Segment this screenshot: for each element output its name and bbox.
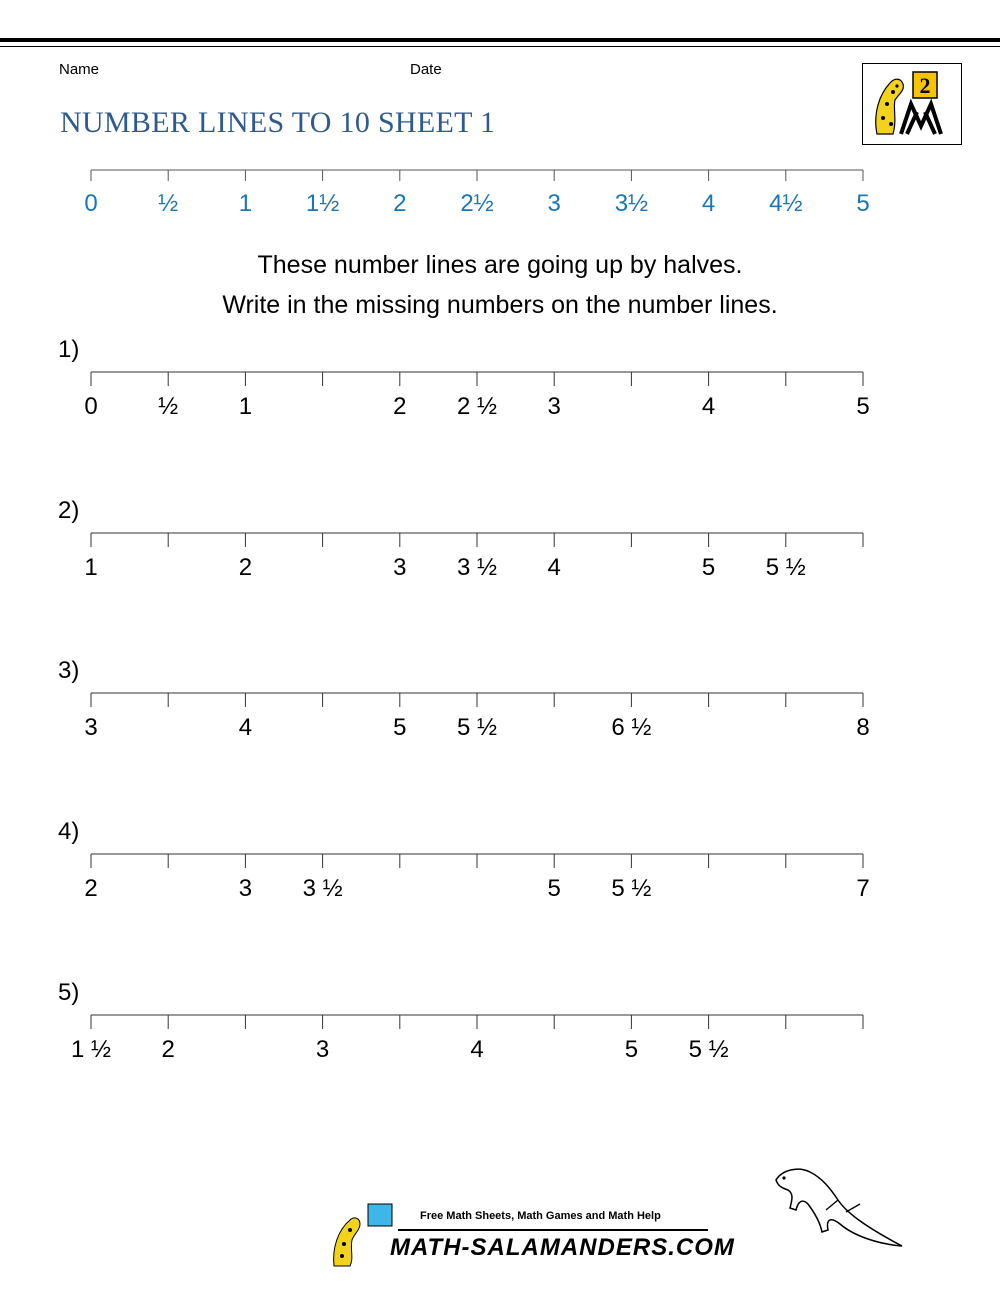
footer-brand: MATH-SALAMANDERS.COM <box>390 1234 735 1261</box>
question-number: 4) <box>58 818 80 845</box>
question-number: 2) <box>58 497 80 524</box>
logo-grade-text: 2 <box>919 73 931 98</box>
number-line-label: 2 <box>238 554 253 581</box>
example-tick-label: 2 <box>393 190 407 217</box>
number-line-label: 8 <box>856 714 870 741</box>
number-line-label: 2 ½ <box>456 393 498 420</box>
number-line-label: 4 <box>470 1036 484 1063</box>
number-line-label: 5 ½ <box>611 875 652 902</box>
example-tick-label: 4½ <box>769 190 803 217</box>
number-line-label: 1 ½ <box>70 1036 112 1063</box>
question-number: 1) <box>58 336 80 363</box>
example-tick-label: 1½ <box>305 190 340 217</box>
number-line-label: 5 ½ <box>688 1036 729 1063</box>
example-tick-label: 1 <box>238 190 253 217</box>
number-line-label: 3 <box>84 714 98 741</box>
top-rule-thick <box>0 38 1000 42</box>
example-tick-label: 4 <box>701 190 716 217</box>
number-line-label: 0 <box>84 393 98 420</box>
number-line-label: 1 <box>238 393 253 420</box>
footer-divider <box>398 1229 708 1231</box>
number-line-label: 2 <box>161 1036 175 1063</box>
number-line-label: 3 <box>547 393 561 420</box>
number-line-label: 5 <box>624 1036 639 1063</box>
number-line-label: 5 <box>547 875 561 902</box>
footer-salamander-icon <box>328 1200 398 1270</box>
footer-tagline: Free Math Sheets, Math Games and Math Help <box>420 1210 661 1222</box>
number-line-label: 5 <box>856 393 870 420</box>
number-line-label: 7 <box>856 875 870 902</box>
example-tick-label: 2½ <box>460 190 494 217</box>
footer-logo <box>328 1200 735 1270</box>
number-line-label: 4 <box>238 714 253 741</box>
instruction-line-2: Write in the missing numbers on the number lines. <box>222 291 778 319</box>
number-line-label: 3 ½ <box>456 554 498 581</box>
top-rule-thin <box>0 46 1000 47</box>
number-line-label: 5 <box>701 554 716 581</box>
salamander-logo-icon <box>863 64 961 144</box>
example-tick-label: 5 <box>856 190 870 217</box>
instruction-line-1: These number lines are going up by halves. <box>257 251 743 279</box>
number-line-label: 5 <box>393 714 407 741</box>
number-line-label: 5 ½ <box>765 554 806 581</box>
example-tick-label: ½ <box>158 190 179 217</box>
number-line-label: 3 <box>315 1036 330 1063</box>
example-tick-label: 0 <box>84 190 98 217</box>
number-line-label: 3 ½ <box>302 875 343 902</box>
example-tick-label: 3 <box>547 190 561 217</box>
grade-logo <box>862 63 962 145</box>
number-line-label: 1 <box>84 554 98 581</box>
number-line-label: 6 ½ <box>611 714 652 741</box>
date-label: Date <box>410 61 442 78</box>
page-title: NUMBER LINES TO 10 SHEET 1 <box>60 106 496 139</box>
number-line-label: ½ <box>158 393 179 420</box>
number-line-label: 4 <box>547 554 561 581</box>
number-line-label: 4 <box>701 393 716 420</box>
number-line-label: 2 <box>393 393 407 420</box>
name-label: Name <box>59 61 100 78</box>
question-number: 3) <box>58 657 80 684</box>
example-tick-label: 3½ <box>614 190 649 217</box>
question-number: 5) <box>58 979 80 1006</box>
number-line-label: 2 <box>84 875 98 902</box>
salamander-drawing-icon <box>768 1160 908 1250</box>
number-line-label: 3 <box>393 554 407 581</box>
number-line-label: 3 <box>238 875 253 902</box>
number-line-label: 5 ½ <box>456 714 498 741</box>
